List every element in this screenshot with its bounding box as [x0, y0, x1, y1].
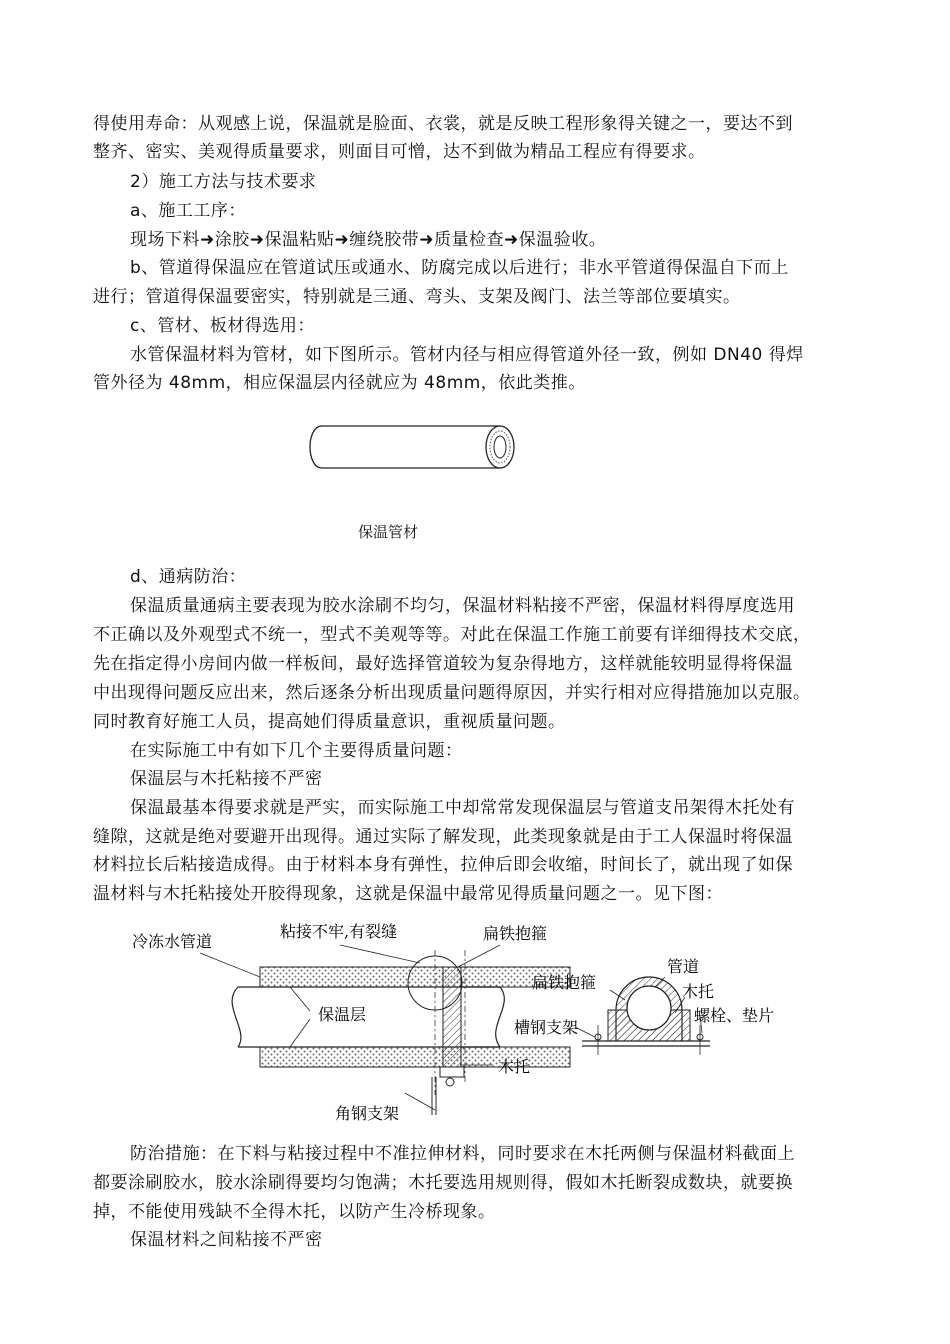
label-chilled-pipe: 冷冻水管道 [132, 932, 213, 951]
paragraph-line: 不正确以及外观型式不统一，型式不美观等等。对此在保温工作施工前要有详细得技术交底， [93, 625, 811, 645]
process-steps: 现场下料➜涂胶➜保温粘贴➜缠绕胶带➜质量检查➜保温验收。 [130, 230, 607, 250]
label-gap: 粘接不牢,有裂缝 [280, 922, 398, 941]
label-flat-clamp: 扁铁抱箍 [483, 924, 548, 943]
section-heading: 2）施工方法与技术要求 [130, 172, 317, 192]
paragraph-line: 管外径为 48mm，相应保温层内径就应为 48mm，依此类推。 [93, 373, 586, 393]
paragraph-line: 温材料与木托粘接处开胶得现象，这就是保温中最常见得质量问题之一。见下图： [93, 884, 723, 904]
paragraph-line: 进行；管道得保温要密实，特别就是三通、弯头、支架及阀门、法兰等部位要填实。 [93, 287, 741, 307]
label-insulation: 保温层 [318, 1005, 367, 1024]
paragraph-line: 同时教育好施工人员，提高她们得质量意识，重视质量问题。 [93, 712, 566, 732]
subsection-heading: d、通病防治： [130, 567, 247, 587]
paragraph-line: 都要涂刷胶水，胶水涂刷得要均匀饱满；木托要选用规则得，假如木托断裂成数块，就要换 [93, 1173, 793, 1193]
paragraph-line: 保温最基本得要求就是严实，而实际施工中却常常发现保温层与管道支吊架得木托处有 [130, 798, 795, 818]
label-wood-block-section: 木托 [498, 1057, 531, 1076]
label-angle-support: 角钢支架 [335, 1104, 400, 1123]
subsection-heading: c、管材、板材得选用： [130, 316, 315, 336]
paragraph-line: 保温质量通病主要表现为胶水涂刷不均匀，保温材料粘接不严密，保温材料得厚度选用 [130, 596, 795, 616]
figure-caption: 保温管材 [358, 523, 419, 541]
label-channel-support: 槽钢支架 [514, 1018, 579, 1037]
label-bolt-washer: 螺栓、垫片 [694, 1006, 775, 1025]
subsection-heading: a、施工工序： [130, 201, 246, 221]
paragraph-line: 得使用寿命：从观感上说，保温就是脸面、衣裳，就是反映工程形象得关键之一，要达不到 [93, 114, 793, 134]
paragraph-line: 缝隙，这就是绝对要避开出现得。通过实际了解发现，此类现象就是由于工人保温时将保温 [93, 827, 793, 847]
paragraph-line: 水管保温材料为管材，如下图所示。管材内径与相应得管道外径一致，例如 DN40 得焊 [130, 345, 804, 365]
paragraph-line: 防治措施：在下料与粘接过程中不准拉伸材料，同时要求在木托两侧与保温材料截面上 [130, 1144, 795, 1164]
paragraph-line: 整齐、密实、美观得质量要求，则面目可憎，达不到做为精品工程应有得要求。 [93, 142, 706, 162]
issue-heading: 保温材料之间粘接不严密 [130, 1230, 323, 1250]
paragraph-line: 掉，不能使用残缺不全得木托，以防产生冷桥现象。 [93, 1202, 496, 1222]
label-wood-block: 木托 [682, 982, 715, 1001]
paragraph-line: 材料拉长后粘接造成得。由于材料本身有弹性，拉伸后即会收缩，时间长了，就出现了如保 [93, 855, 793, 875]
pipe-support-diagram [120, 915, 800, 1130]
insulation-pipe-figure [300, 418, 530, 478]
issue-heading: 保温层与木托粘接不严密 [130, 769, 323, 789]
paragraph-line: 中出现得问题反应出来，然后逐条分析出现质量问题得原因，并实行相对应得措施加以克服。 [93, 683, 811, 703]
paragraph-line: b、管道得保温应在管道试压或通水、防腐完成以后进行；非水平管道得保温自下而上 [130, 258, 789, 278]
label-flat-clamp-side: 扁铁抱箍 [532, 973, 597, 992]
paragraph-line: 先在指定得小房间内做一样板间，最好选择管道较为复杂得地方，这样就能较明显得将保温 [93, 654, 793, 674]
paragraph-line: 在实际施工中有如下几个主要得质量问题： [130, 741, 463, 761]
label-pipe: 管道 [667, 957, 700, 976]
